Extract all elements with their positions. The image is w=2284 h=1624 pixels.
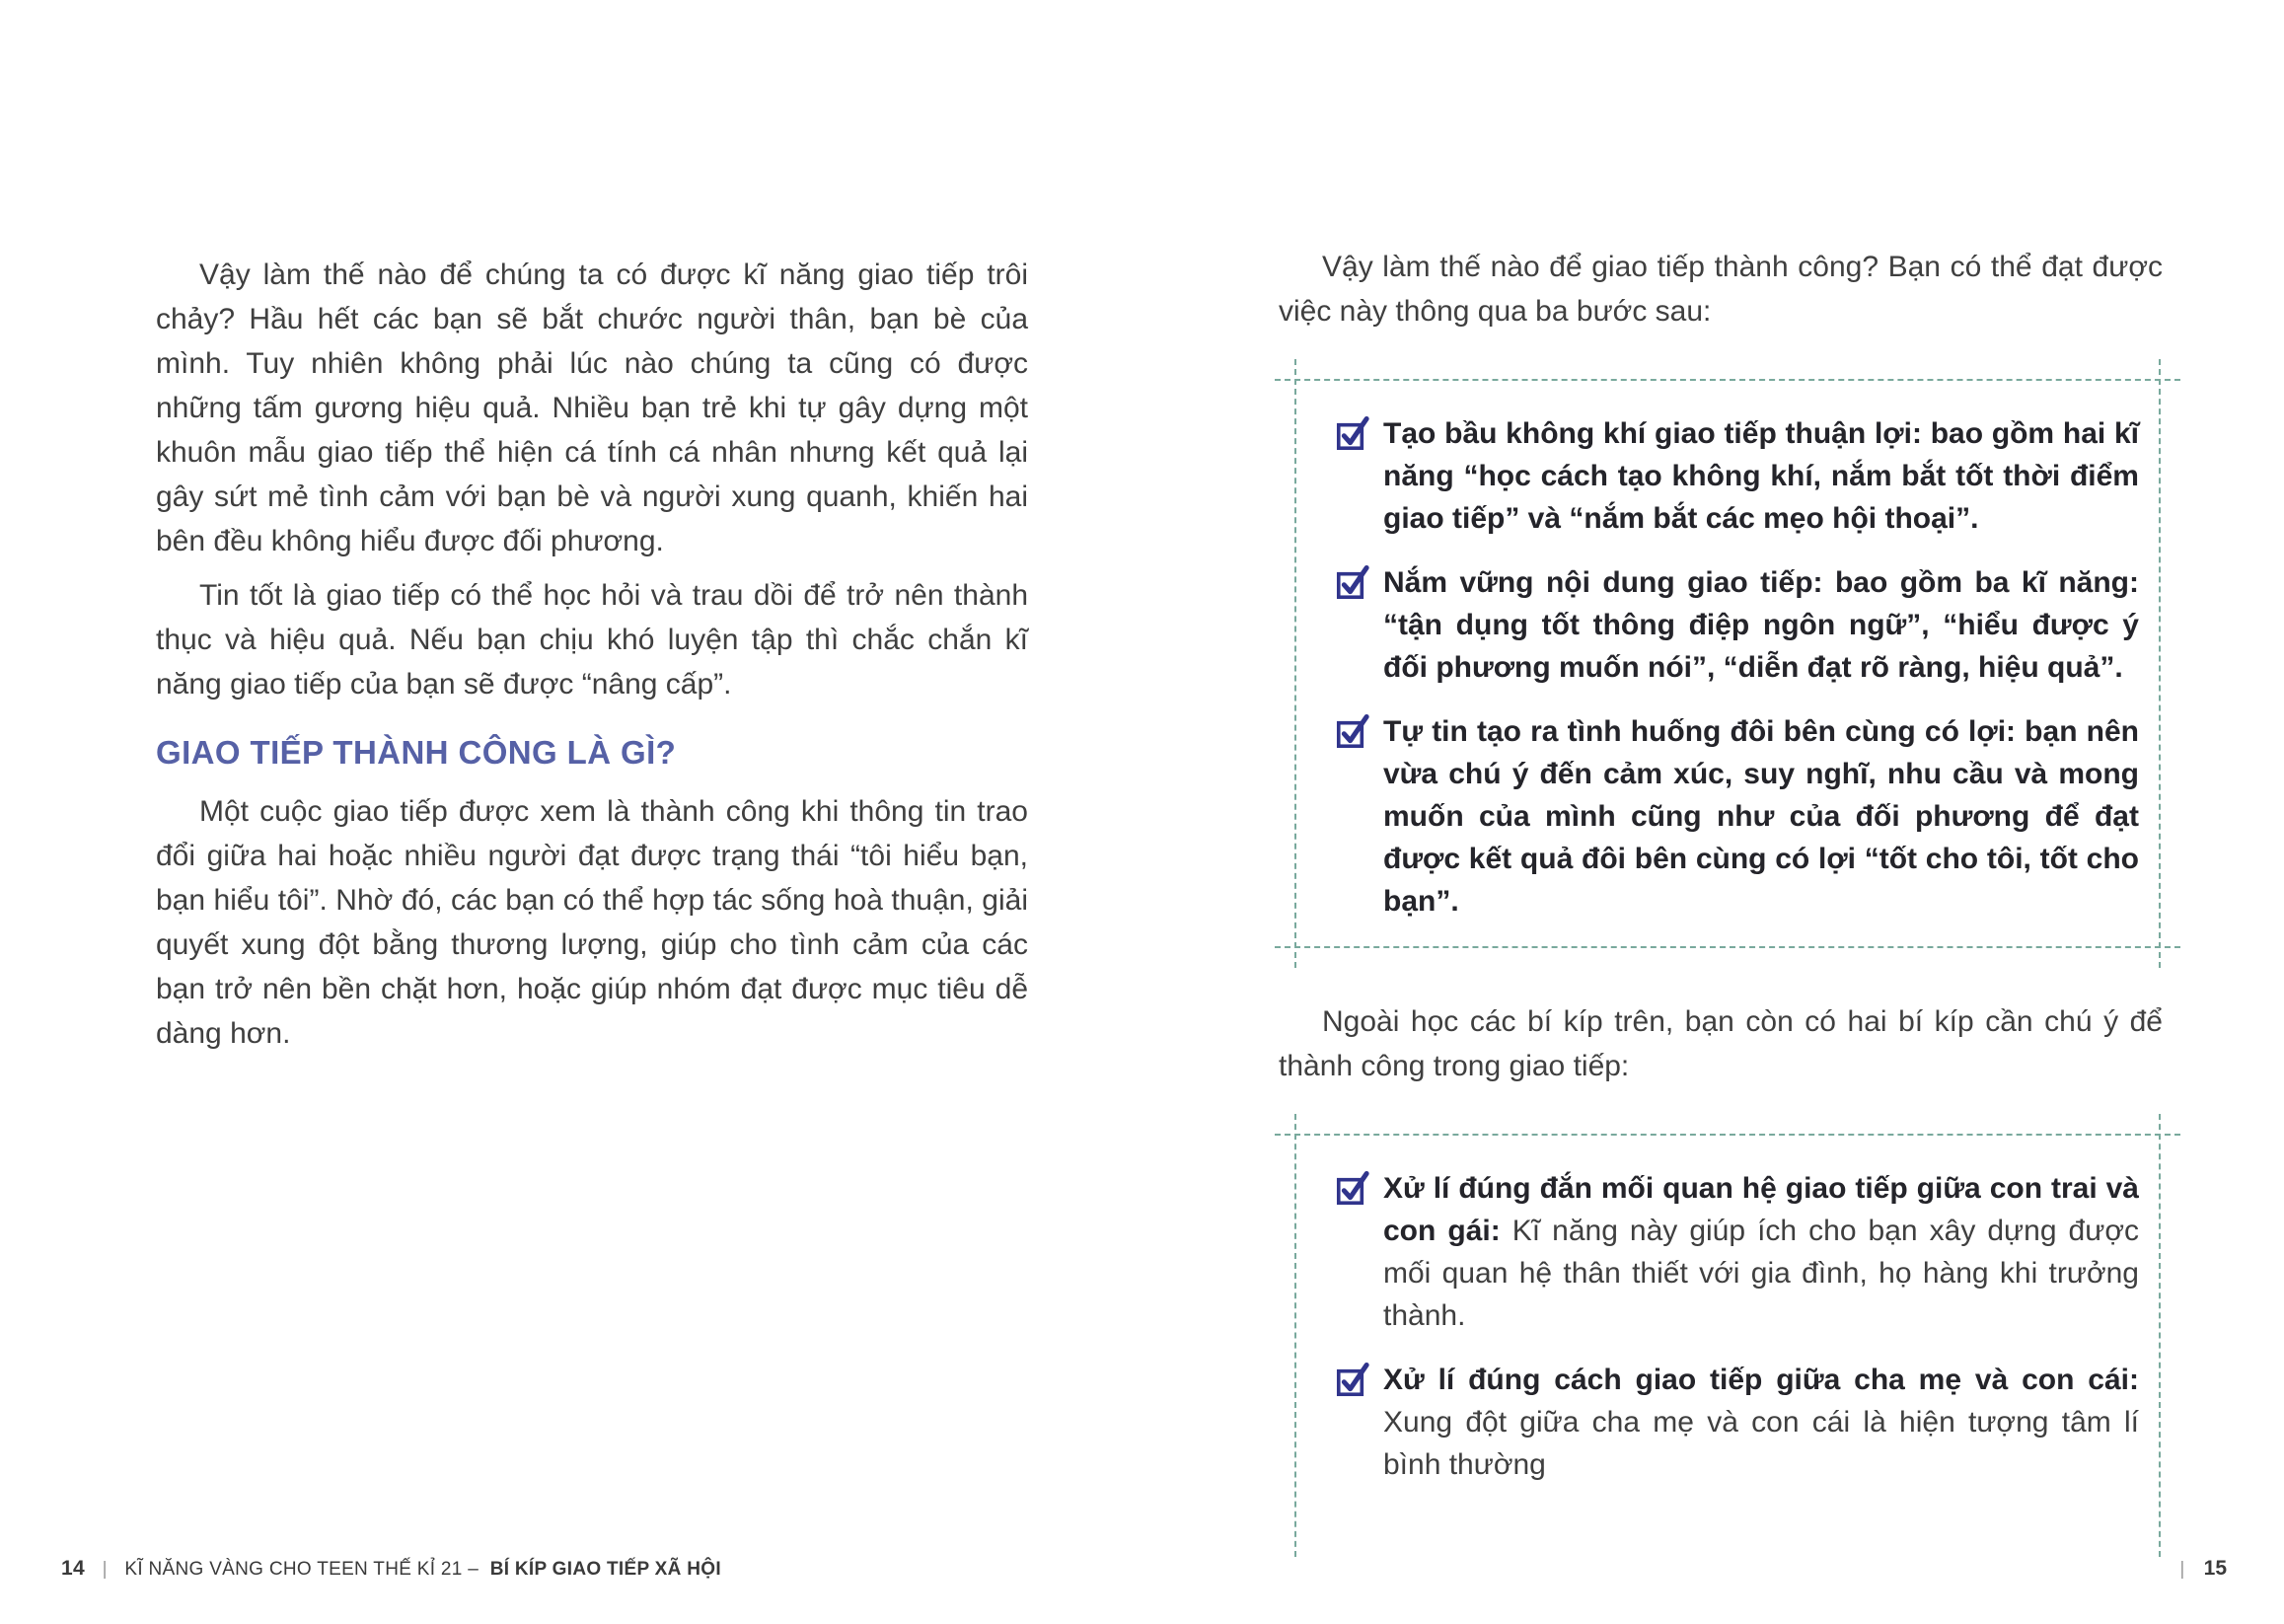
- dashed-border-left: [1294, 1114, 1296, 1557]
- item-lead: Tự tin tạo ra tình huống đôi bên cùng có lợi:: [1383, 715, 2017, 748]
- paragraph: Ngoài học các bí kíp trên, bạn còn có hai bí kíp cần chú ý để thành công trong giao tiếp:: [1279, 1005, 2163, 1082]
- footer-left: [61, 1557, 721, 1581]
- dashed-border-top: [1275, 1134, 2180, 1136]
- item-lead: Nắm vững nội dung giao tiếp:: [1383, 566, 1823, 599]
- list-item: [1336, 1167, 2139, 1337]
- list-item: [1336, 561, 2139, 689]
- item-text: bao gồm ba kĩ năng: “tận dụng tốt thông điệp ngôn ngữ”, “hiểu được ý đối phương muốn nói”, “diễn đạt rõ ràng, hiệu quả”.: [1383, 566, 2139, 684]
- checkbox-checked-icon: [1336, 713, 1371, 749]
- tips-box: [1294, 1134, 2161, 1512]
- right-text-column: [1279, 245, 2163, 1512]
- list-item: [1336, 710, 2139, 923]
- checkbox-checked-icon: [1336, 564, 1371, 600]
- dashed-border-right: [2159, 359, 2161, 968]
- dashed-border-bottom: [1275, 946, 2180, 948]
- item-text: Kĩ năng này giúp ích cho bạn xây dựng được mối quan hệ thân thiết với gia đình, họ hàng khi trưởng thành.: [1383, 1215, 2139, 1332]
- item-lead: Xử lí đúng đắn mối quan hệ giao tiếp giữa con trai và con gái:: [1383, 1172, 2139, 1247]
- footer-right: [2179, 1557, 2227, 1581]
- left-text-column: [156, 253, 1028, 1066]
- page-number: 14: [61, 1557, 85, 1580]
- item-text: bạn nên vừa chú ý đến cảm xúc, suy nghĩ, nhu cầu và mong muốn của mình cũng như của đối phương để đạt được kết quả đôi bên cùng có lợi “tốt cho tôi, tốt cho bạn”.: [1383, 715, 2139, 918]
- item-lead: Tạo bầu không khí giao tiếp thuận lợi:: [1383, 417, 1922, 450]
- item-lead: Xử lí đúng cách giao tiếp giữa cha mẹ và con cái:: [1383, 1364, 2139, 1396]
- footer-separator: |: [2179, 1559, 2185, 1580]
- item-text: bao gồm hai kĩ năng “học cách tạo không khí, nắm bắt tốt thời điểm giao tiếp” và “nắm bắt các mẹo hội thoại”.: [1383, 417, 2139, 535]
- item-text: Xung đột giữa cha mẹ và con cái là hiện tượng tâm lí bình thường: [1383, 1406, 2139, 1481]
- section-heading: GIAO TIẾP THÀNH CÔNG LÀ GÌ?: [156, 734, 677, 771]
- paragraph: Tin tốt là giao tiếp có thể học hỏi và trau dồi để trở nên thành thục và hiệu quả. Nếu bạn chịu khó luyện tập thì chắc chắn kĩ năng giao tiếp của bạn sẽ được “nâng cấp”.: [156, 579, 1028, 701]
- steps-box: [1294, 379, 2161, 948]
- dashed-border-left: [1294, 359, 1296, 968]
- book-title: KĨ NĂNG VÀNG CHO TEEN THẾ KỈ 21 –: [124, 1559, 479, 1580]
- page-number: 15: [2203, 1557, 2227, 1580]
- dashed-border-top: [1275, 379, 2180, 381]
- checkbox-checked-icon: [1336, 1362, 1371, 1397]
- footer-separator: |: [102, 1559, 108, 1580]
- paragraph: Một cuộc giao tiếp được xem là thành công khi thông tin trao đổi giữa hai hoặc nhiều người đạt được trạng thái “tôi hiểu bạn, bạn hiểu tôi”. Nhờ đó, các bạn có thể hợp tác sống hoà thuận, giải quyết xung đột bằng thương lượng, giúp cho tình cảm của các bạn trở nên bền chặt hơn, hoặc giúp nhóm đạt được mục tiêu dễ dàng hơn.: [156, 795, 1028, 1050]
- list-item: [1336, 1359, 2139, 1486]
- dashed-border-right: [2159, 1114, 2161, 1557]
- paragraph: Vậy làm thế nào để chúng ta có được kĩ năng giao tiếp trôi chảy? Hầu hết các bạn sẽ bắt chước người thân, bạn bè của mình. Tuy nhiên không phải lúc nào chúng ta cũng có được những tấm gương hiệu quả. Nhiều bạn trẻ khi tự gây dựng một khuôn mẫu giao tiếp thể hiện cá tính cá nhân nhưng kết quả lại gây sứt mẻ tình cảm với bạn bè và người xung quanh, khiến hai bên đều không hiểu được đối phương.: [156, 258, 1028, 557]
- list-item: [1336, 412, 2139, 540]
- checkbox-checked-icon: [1336, 415, 1371, 451]
- chapter-title: BÍ KÍP GIAO TIẾP XÃ HỘI: [489, 1559, 721, 1580]
- paragraph: Vậy làm thế nào để giao tiếp thành công? Bạn có thể đạt được việc này thông qua ba bước sau:: [1279, 251, 2163, 328]
- checkbox-checked-icon: [1336, 1170, 1371, 1206]
